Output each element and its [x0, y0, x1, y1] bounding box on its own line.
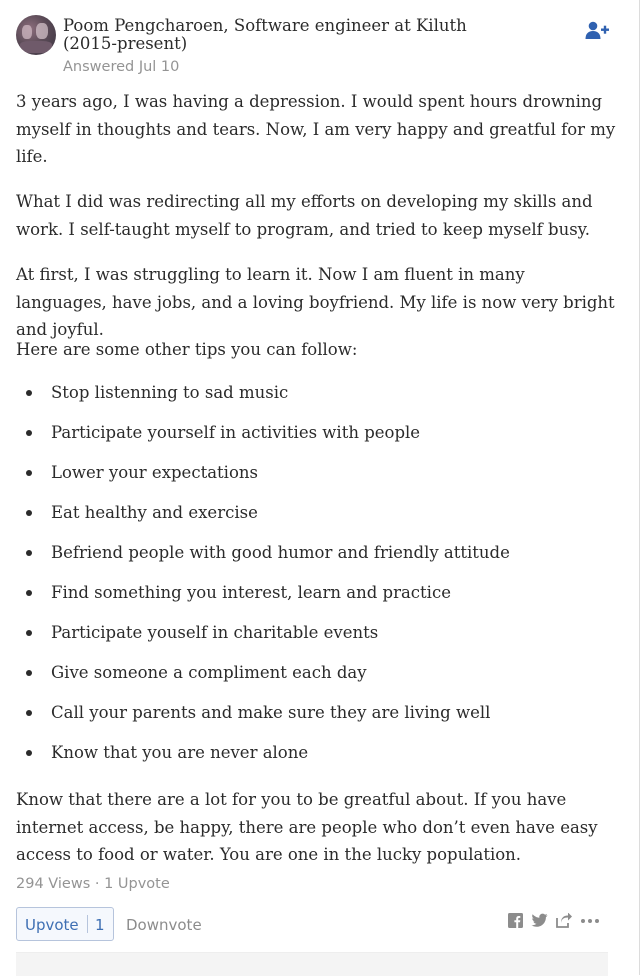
list-item — [16, 538, 616, 578]
list-item-text: Befriend people with good humor and friendly attitude — [51, 543, 510, 562]
bullet-icon — [26, 470, 32, 476]
add-user-icon[interactable] — [584, 20, 610, 42]
downvote-button[interactable]: Downvote — [126, 916, 202, 934]
answer-paragraph: Here are some other tips you can follow: — [16, 340, 358, 359]
list-item-text: Participate yourself in activities with people — [51, 423, 421, 442]
upvote-count: 1 — [95, 916, 105, 934]
list-item-text: Participate youself in charitable events — [51, 623, 379, 642]
comment-bar[interactable] — [16, 952, 608, 976]
bullet-icon — [26, 750, 32, 756]
bullet-icon — [26, 590, 32, 596]
avatar[interactable] — [16, 15, 56, 55]
list-item — [16, 658, 616, 698]
list-item — [16, 738, 616, 778]
answer-stats[interactable]: 294 Views · 1 Upvote — [16, 876, 170, 892]
bullet-icon — [26, 710, 32, 716]
share-icons — [508, 913, 602, 931]
upvote-label: Upvote — [25, 916, 79, 934]
author-name[interactable]: Poom Pengcharoen, Software engineer at Kiluth (2015-present) — [63, 16, 467, 53]
bullet-icon — [26, 670, 32, 676]
answered-date[interactable]: Answered Jul 10 — [63, 59, 180, 75]
list-item-text: Stop listenning to sad music — [51, 383, 289, 402]
list-item — [16, 378, 616, 418]
action-bar — [16, 907, 616, 945]
list-item-text: Lower your expectations — [51, 463, 258, 482]
twitter-icon[interactable] — [531, 913, 548, 931]
bullet-icon — [26, 510, 32, 516]
answer-paragraph: At first, I was struggling to learn it. Now I am fluent in many languages, have jobs, and a loving boyfriend. My life is now very bright and joyful. — [16, 265, 615, 339]
bullet-icon — [26, 430, 32, 436]
bullet-icon — [26, 630, 32, 636]
list-item-text: Give someone a compliment each day — [51, 663, 367, 682]
list-item — [16, 458, 616, 498]
list-item — [16, 498, 616, 538]
facebook-icon[interactable] — [508, 913, 523, 931]
answer-paragraph: What I did was redirecting all my efforts on developing my skills and work. I self-taught myself to program, and tried to keep myself busy. — [16, 192, 593, 239]
bullet-icon — [26, 550, 32, 556]
bullet-icon — [26, 390, 32, 396]
answer-paragraph: 3 years ago, I was having a depression. I would spent hours drowning myself in thoughts and tears. Now, I am very happy and greatful for my life. — [16, 92, 616, 166]
divider — [87, 915, 88, 933]
more-icon[interactable] — [580, 913, 600, 931]
answer-header — [16, 14, 624, 80]
closing-paragraph: Know that there are a lot for you to be greatful about. If you have internet access, be happy, there are people who don’t even have easy access to food or water. You are one in the lucky population. — [16, 790, 598, 864]
list-item — [16, 618, 616, 658]
list-item — [16, 698, 616, 738]
share-icon[interactable] — [556, 913, 572, 931]
list-item-text: Find something you interest, learn and practice — [51, 583, 451, 602]
tips-list — [16, 378, 616, 778]
list-item-text: Know that you are never alone — [51, 743, 309, 762]
list-item-text: Eat healthy and exercise — [51, 503, 258, 522]
list-item — [16, 418, 616, 458]
list-item-text: Call your parents and make sure they are living well — [51, 703, 491, 722]
list-item — [16, 578, 616, 618]
upvote-button[interactable] — [16, 907, 114, 941]
